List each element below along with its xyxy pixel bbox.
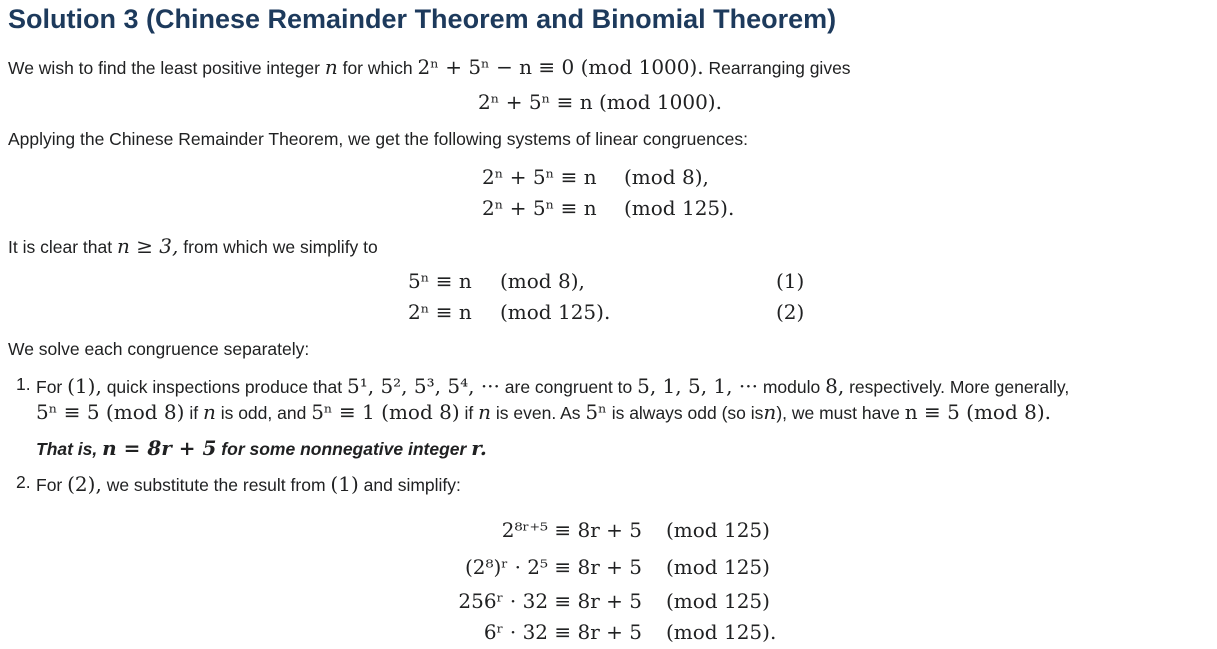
system3-line2-rhs: (mod 125)	[666, 555, 770, 579]
item1-text-b: quick inspections produce that	[106, 377, 343, 397]
system3-line4-lhs: 6ʳ · 32 ≡ 8r + 5	[483, 620, 642, 644]
item1-bold-pre: That is,	[36, 439, 98, 459]
list-item-1-bold-line	[36, 436, 487, 460]
intro-paragraph	[8, 55, 851, 79]
item1-bold-expr: n = 8r + 5	[102, 436, 217, 460]
item1-l2-t1: if	[189, 403, 199, 423]
list-item-1-line1	[36, 374, 1069, 398]
main-congruence: 2ⁿ + 5ⁿ ≡ n (mod 1000).	[478, 90, 722, 114]
intro-var-n: n	[324, 55, 338, 79]
item1-text-d: modulo	[762, 377, 821, 397]
item1-text-a: For	[36, 377, 63, 397]
item1-modulus: 8,	[825, 374, 845, 398]
item1-l2-t5: is always odd (so is	[611, 403, 764, 423]
item1-l2-n2: n	[478, 400, 492, 424]
intro-post: Rearranging gives	[708, 58, 851, 78]
item2-text-b: we substitute the result from	[106, 475, 326, 495]
system3-line4-rhs: (mod 125).	[666, 620, 777, 644]
system1-line1-rhs: (mod 8),	[624, 165, 709, 189]
system2-line1-lhs: 5ⁿ ≡ n	[408, 269, 472, 293]
item1-text-c: are congruent to	[504, 377, 633, 397]
item1-bold-mid: for some nonnegative integer	[221, 439, 467, 459]
intro-pre: We wish to find the least positive integer	[8, 58, 320, 78]
system2-line1-rhs: (mod 8),	[500, 269, 585, 293]
system2-line2-rhs: (mod 125).	[500, 300, 611, 324]
intro-congruence: 2ⁿ + 5ⁿ − n ≡ 0 (mod 1000).	[417, 55, 704, 79]
intro-mid: for which	[342, 58, 413, 78]
clear-pre: It is clear that	[8, 237, 113, 257]
system2-tag2: (2)	[776, 300, 805, 324]
clear-post: from which we simplify to	[183, 237, 378, 257]
clear-paragraph	[8, 234, 378, 258]
item1-l2-t6: ), we must have	[776, 403, 900, 423]
system3-line3-lhs: 256ʳ · 32 ≡ 8r + 5	[458, 589, 642, 613]
item1-powers: 5¹, 5², 5³, 5⁴, ···	[346, 374, 500, 398]
item1-l2-n1: n	[202, 400, 216, 424]
item1-l2-n3: n	[763, 400, 777, 424]
item2-ref-1: (1)	[330, 472, 359, 496]
item1-even-case: 5ⁿ ≡ 1 (mod 8)	[311, 400, 460, 424]
item1-l2-t4: is even. As	[495, 403, 581, 423]
system1-line1-lhs: 2ⁿ + 5ⁿ ≡ n	[482, 165, 597, 189]
system1-line2-lhs: 2ⁿ + 5ⁿ ≡ n	[482, 196, 597, 220]
list-item-1-number: 1.	[16, 374, 31, 394]
item1-l2-t2: is odd, and	[220, 403, 307, 423]
item1-l2-t3: if	[464, 403, 474, 423]
system1-line2-rhs: (mod 125).	[624, 196, 735, 220]
item1-residues: 5, 1, 5, 1, ···	[637, 374, 758, 398]
item2-text-c: and simplify:	[363, 475, 461, 495]
system3-line3-rhs: (mod 125)	[666, 589, 770, 613]
system2-line2-lhs: 2ⁿ ≡ n	[408, 300, 472, 324]
list-item-2-line	[36, 472, 461, 496]
system3-line2-lhs: (2⁸)ʳ · 2⁵ ≡ 8r + 5	[464, 555, 642, 579]
item1-conclusion: n ≡ 5 (mod 8).	[904, 400, 1052, 424]
item1-bold-var: r.	[471, 436, 487, 460]
crt-paragraph: Applying the Chinese Remainder Theorem, we get the following systems of linear congruences:	[8, 129, 748, 149]
item1-ref-1: (1),	[67, 374, 102, 398]
clear-expr: n ≥ 3,	[116, 234, 179, 258]
system3-line1-lhs: 2⁸ʳ⁺⁵ ≡ 8r + 5	[501, 518, 642, 542]
item1-l2-5n: 5ⁿ	[585, 400, 607, 424]
system3-line1-rhs: (mod 125)	[666, 518, 770, 542]
item2-text-a: For	[36, 475, 63, 495]
item1-text-e: respectively. More generally,	[849, 377, 1070, 397]
list-item-2-number: 2.	[16, 472, 31, 492]
system2-tag1: (1)	[776, 269, 805, 293]
item2-ref-2: (2),	[67, 472, 102, 496]
item1-odd-case: 5ⁿ ≡ 5 (mod 8)	[36, 400, 185, 424]
page-title: Solution 3 (Chinese Remainder Theorem and Binomial Theorem)	[8, 4, 837, 34]
list-item-1-line2	[36, 400, 1051, 424]
solve-paragraph: We solve each congruence separately:	[8, 339, 310, 359]
